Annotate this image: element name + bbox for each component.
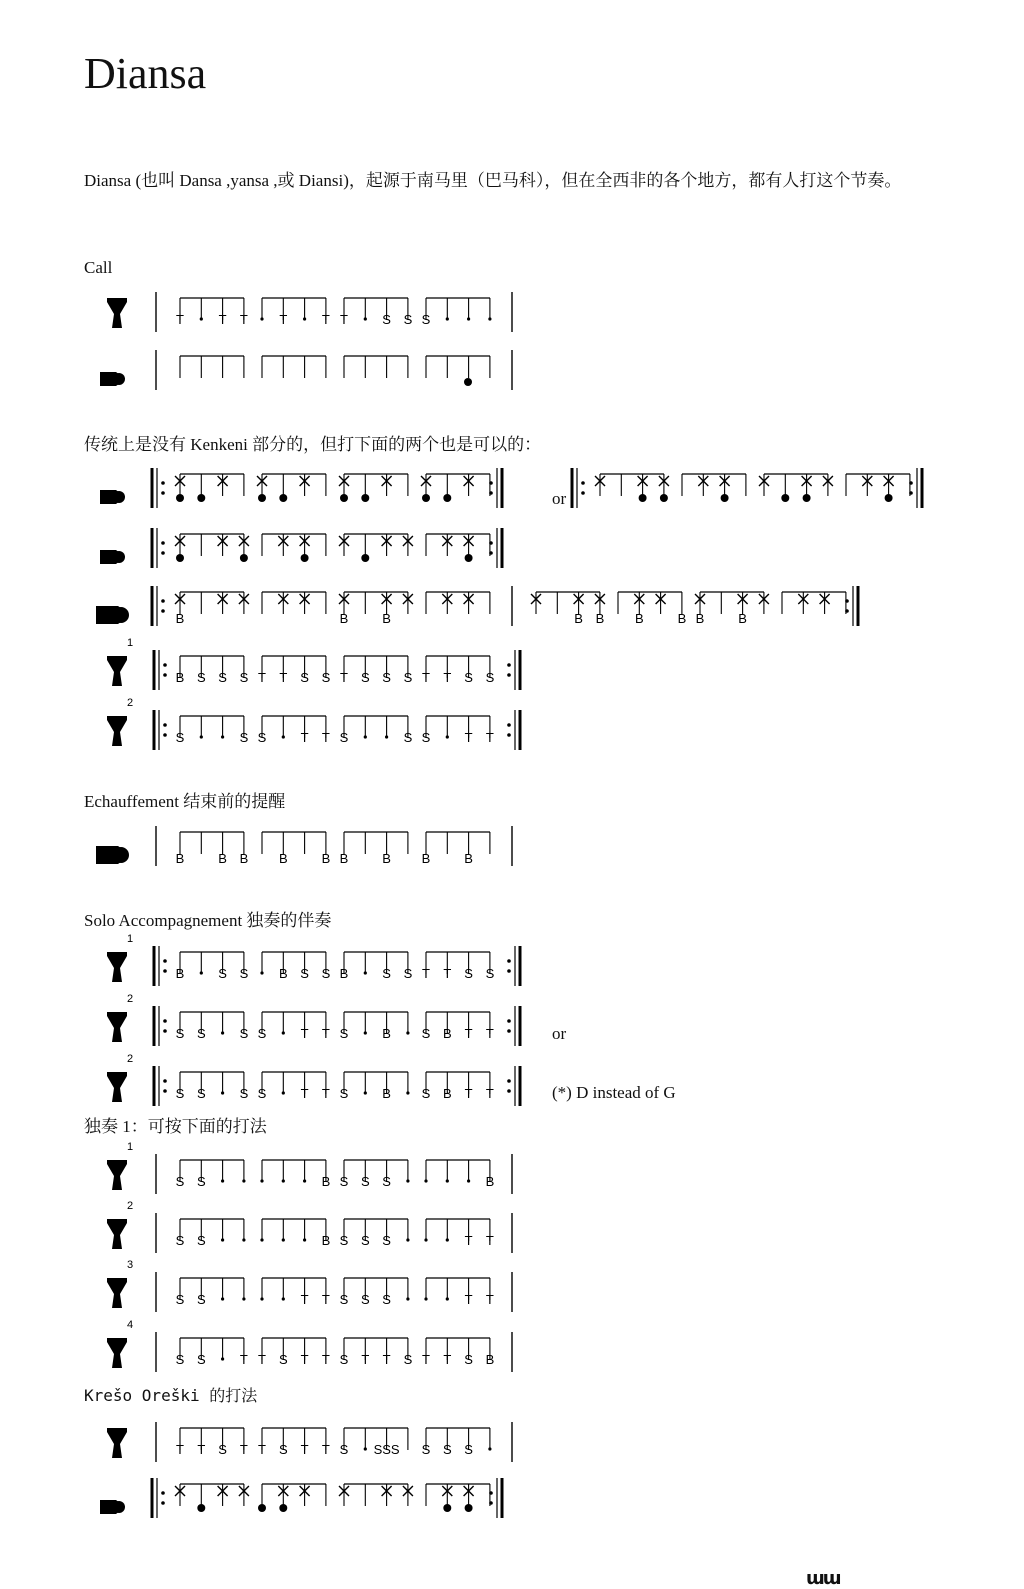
stroke-label: T (300, 1442, 309, 1457)
stroke-label: T (300, 1086, 309, 1101)
repeat-dot (489, 1501, 493, 1505)
rest-dot (260, 1238, 263, 1241)
stroke-label: S (257, 730, 267, 745)
bell-icon (100, 1500, 125, 1514)
stroke-label: S (196, 670, 206, 685)
stroke-label: S (382, 670, 391, 685)
section-solo-accompaniment: Solo Accompagnement 独奏的伴奏 (84, 911, 332, 930)
stroke-label: B (382, 1086, 391, 1101)
stroke-label: T (443, 966, 452, 981)
stroke-label: T (321, 1442, 330, 1457)
repeat-dot (163, 723, 167, 727)
rest-dot (242, 1297, 245, 1300)
repeat-dot (489, 1491, 493, 1495)
stroke-label: T (279, 312, 288, 327)
bass-label: B (339, 611, 349, 626)
stroke-label: T (464, 1233, 473, 1248)
rest-dot (303, 1238, 306, 1241)
repeat-dot (581, 491, 585, 495)
stroke-label: S (175, 1292, 185, 1307)
repeat-dot (161, 1491, 165, 1495)
stroke-label: S (196, 1086, 206, 1101)
stroke-label: S (339, 730, 349, 745)
stroke-label: S (421, 730, 431, 745)
stroke-label: S (360, 1292, 370, 1307)
stroke-label: B (442, 1026, 452, 1041)
bass-label: B (421, 851, 431, 866)
bass-label: B (464, 851, 473, 866)
repeat-dot (909, 481, 913, 485)
drum-hit (176, 494, 184, 502)
djembe-icon (107, 656, 127, 686)
drum-hit (197, 1504, 205, 1512)
stroke-label: S (239, 1086, 249, 1101)
stroke-label: T (239, 312, 248, 327)
stroke-label: T (485, 1233, 494, 1248)
drum-hit (721, 494, 729, 502)
bass-label: B (738, 611, 747, 626)
drum-hit (803, 494, 811, 502)
stroke-label: T (321, 312, 330, 327)
stroke-label: S (403, 966, 413, 981)
stroke-label: B (278, 966, 288, 981)
stroke-label: T (321, 1086, 330, 1101)
bass-label: B (574, 611, 583, 626)
stroke-label: S (464, 1352, 473, 1367)
stroke-label: S (382, 1174, 391, 1189)
stroke-label: T (443, 670, 452, 685)
stroke-label: T (321, 730, 330, 745)
repeat-dot (507, 733, 511, 737)
drum-hit (885, 494, 893, 502)
stroke-label: SSS (373, 1442, 400, 1457)
repeat-dot (161, 1501, 165, 1505)
stroke-label: S (196, 1352, 206, 1367)
d-instead-note: (*) D instead of G (552, 1083, 676, 1102)
section-kenkeni: 传统上是没有 Kenkeni 部分的，但打下面的两个也是可以的： (84, 435, 542, 454)
rest-dot (260, 1179, 263, 1182)
djembe-icon (107, 1072, 127, 1102)
drum-hit (279, 494, 287, 502)
repeat-dot (163, 969, 167, 973)
rest-dot (282, 1238, 285, 1241)
stroke-label: T (422, 966, 430, 981)
bass-label: B (175, 611, 185, 626)
stroke-label: T (443, 1352, 452, 1367)
stroke-label: T (300, 1026, 309, 1041)
stroke-label: T (218, 312, 227, 327)
voice-number: 3 (126, 1259, 134, 1271)
repeat-dot (163, 733, 167, 737)
stroke-label: T (340, 312, 348, 327)
stroke-label: S (257, 1086, 267, 1101)
repeat-dot (489, 481, 493, 485)
bell-icon (96, 606, 129, 624)
rest-dot (221, 1179, 224, 1182)
stroke-label: T (300, 1292, 309, 1307)
repeat-dot (163, 663, 167, 667)
rest-dot (364, 1091, 367, 1094)
rest-dot (260, 971, 263, 974)
drum-hit (240, 554, 248, 562)
rest-dot (424, 1179, 427, 1182)
stroke-label: B (321, 1174, 331, 1189)
stroke-label: S (175, 730, 185, 745)
stroke-label: S (196, 1026, 206, 1041)
stroke-label: S (421, 1442, 431, 1457)
section-solo-1: 独奏 1：可按下面的打法 (84, 1117, 267, 1136)
rest-dot (303, 317, 306, 320)
stroke-label: B (485, 1352, 495, 1367)
stroke-label: S (239, 1026, 249, 1041)
drum-hit (361, 494, 369, 502)
stroke-label: S (382, 312, 391, 327)
stroke-label: S (278, 1442, 288, 1457)
repeat-dot (507, 673, 511, 677)
stroke-label: S (175, 1174, 185, 1189)
page-title: Diansa (84, 49, 207, 98)
stroke-label: B (339, 966, 349, 981)
stroke-label: S (196, 1292, 206, 1307)
repeat-dot (507, 723, 511, 727)
stroke-label: T (321, 1352, 330, 1367)
repeat-dot (845, 609, 849, 613)
stroke-label: T (300, 730, 309, 745)
or-note-1: or (552, 489, 567, 508)
voice-number: 2 (126, 1200, 134, 1212)
djembe-icon (107, 1012, 127, 1042)
djembe-icon (107, 1428, 127, 1458)
stroke-label: S (360, 1233, 370, 1248)
stroke-label: T (485, 1026, 494, 1041)
voice-number: 1 (126, 637, 134, 649)
stroke-label: S (382, 1292, 391, 1307)
drum-hit (639, 494, 647, 502)
rest-dot (385, 735, 388, 738)
stroke-label: S (464, 966, 473, 981)
stroke-label: T (321, 1026, 330, 1041)
repeat-dot (909, 491, 913, 495)
stroke-label: S (218, 1442, 227, 1457)
repeat-dot (163, 673, 167, 677)
stroke-label: S (485, 966, 495, 981)
djembe-icon (107, 298, 127, 328)
bass-label: B (175, 851, 185, 866)
djembe-icon (107, 1219, 127, 1249)
stroke-label: T (258, 1442, 266, 1457)
drum-hit (258, 1504, 266, 1512)
rest-dot (467, 317, 470, 320)
drum-hit (258, 494, 266, 502)
rest-dot (406, 1031, 409, 1034)
drum-hit (443, 1504, 451, 1512)
bass-label: B (695, 611, 705, 626)
intro-paragraph: Diansa (也叫 Dansa ,yansa ,或 Diansi)，起源于南马里（巴马科），但在全西非的各个地方，都有人打这个节奏。 (84, 171, 902, 190)
drum-hit (361, 554, 369, 562)
rest-dot (221, 1091, 224, 1094)
rest-dot (446, 1238, 449, 1241)
stroke-label: T (464, 1026, 473, 1041)
stroke-label: S (321, 670, 331, 685)
stroke-label: S (403, 1352, 413, 1367)
repeat-dot (489, 491, 493, 495)
rest-dot (282, 735, 285, 738)
stroke-label: S (339, 1174, 349, 1189)
stroke-label: S (421, 1086, 431, 1101)
djembe-icon (107, 1338, 127, 1368)
rest-dot (446, 1179, 449, 1182)
stroke-label: T (258, 670, 266, 685)
rest-dot (364, 1031, 367, 1034)
stroke-label: S (175, 1352, 185, 1367)
stroke-label: B (175, 966, 185, 981)
drum-hit (443, 494, 451, 502)
stroke-label: S (421, 312, 431, 327)
repeat-dot (507, 1079, 511, 1083)
rest-dot (488, 1447, 491, 1450)
stroke-label: S (360, 670, 370, 685)
stroke-label: S (239, 670, 249, 685)
stroke-label: T (382, 1352, 391, 1367)
stroke-label: T (176, 1442, 184, 1457)
rest-dot (364, 735, 367, 738)
stroke-label: S (339, 1292, 349, 1307)
rest-dot (221, 735, 224, 738)
repeat-dot (507, 1089, 511, 1093)
stroke-label: S (442, 1442, 452, 1457)
repeat-dot (163, 1079, 167, 1083)
stroke-label: T (464, 1086, 473, 1101)
stroke-label: T (239, 1442, 248, 1457)
voice-number: 2 (126, 993, 134, 1005)
bass-label: B (278, 851, 288, 866)
stroke-label: S (339, 1442, 349, 1457)
stroke-label: S (300, 966, 309, 981)
rest-dot (488, 317, 491, 320)
rest-dot (446, 317, 449, 320)
rest-dot (364, 317, 367, 320)
stroke-label: T (176, 312, 184, 327)
stroke-label: T (300, 1352, 309, 1367)
rest-dot (303, 1179, 306, 1182)
rest-dot (221, 1031, 224, 1034)
stroke-label: S (339, 1086, 349, 1101)
rest-dot (406, 1238, 409, 1241)
repeat-dot (161, 551, 165, 555)
stroke-label: T (464, 730, 473, 745)
rest-dot (260, 317, 263, 320)
repeat-dot (507, 663, 511, 667)
rest-dot (364, 1447, 367, 1450)
stroke-label: S (257, 1026, 267, 1041)
stroke-label: S (403, 670, 413, 685)
voice-number: 1 (126, 933, 134, 945)
bell-icon (100, 550, 125, 564)
stroke-label: S (175, 1233, 185, 1248)
rest-dot (282, 1179, 285, 1182)
rest-dot (200, 971, 203, 974)
stroke-label: T (485, 730, 494, 745)
bell-icon (100, 490, 125, 504)
rest-dot (200, 317, 203, 320)
stroke-label: S (196, 1233, 206, 1248)
repeat-dot (507, 959, 511, 963)
drum-hit (279, 1504, 287, 1512)
stroke-label: S (218, 966, 227, 981)
footer-mark: ɯɯ (806, 1568, 840, 1589)
stroke-label: S (239, 966, 249, 981)
rest-dot (221, 1238, 224, 1241)
stroke-label: S (175, 1026, 185, 1041)
rest-dot (200, 735, 203, 738)
repeat-dot (845, 599, 849, 603)
rest-dot (424, 1238, 427, 1241)
rest-dot (282, 1091, 285, 1094)
rest-dot (221, 1297, 224, 1300)
stroke-label: S (464, 1442, 473, 1457)
stroke-label: T (258, 1352, 266, 1367)
repeat-dot (161, 609, 165, 613)
repeat-dot (507, 969, 511, 973)
djembe-icon (107, 716, 127, 746)
drum-hit (464, 378, 472, 386)
stroke-label: T (464, 1292, 473, 1307)
rest-dot (446, 735, 449, 738)
stroke-label: S (321, 966, 331, 981)
bass-label: B (321, 851, 331, 866)
stroke-label: S (485, 670, 495, 685)
rest-dot (282, 1297, 285, 1300)
drum-hit (197, 494, 205, 502)
rest-dot (242, 1238, 245, 1241)
repeat-dot (163, 959, 167, 963)
repeat-dot (163, 1089, 167, 1093)
rest-dot (406, 1179, 409, 1182)
stroke-label: S (421, 1026, 431, 1041)
or-note-2: or (552, 1024, 567, 1043)
stroke-label: B (442, 1086, 452, 1101)
stroke-label: S (339, 1026, 349, 1041)
repeat-dot (161, 481, 165, 485)
repeat-dot (161, 599, 165, 603)
stroke-label: S (239, 730, 249, 745)
stroke-label: T (422, 1352, 430, 1367)
bass-label: B (339, 851, 349, 866)
rest-dot (260, 1297, 263, 1300)
djembe-icon (107, 1278, 127, 1308)
bass-label: B (239, 851, 249, 866)
repeat-dot (163, 1029, 167, 1033)
section-call: Call (84, 258, 113, 277)
drum-hit (465, 1504, 473, 1512)
rest-dot (424, 1297, 427, 1300)
stroke-label: S (175, 1086, 185, 1101)
stroke-label: S (196, 1174, 206, 1189)
drum-hit (176, 554, 184, 562)
stroke-label: S (464, 670, 473, 685)
bass-label: B (382, 611, 391, 626)
rest-dot (282, 1031, 285, 1034)
djembe-icon (107, 952, 127, 982)
bass-label: B (634, 611, 644, 626)
rest-dot (364, 971, 367, 974)
rest-dot (242, 1179, 245, 1182)
bell-icon (96, 846, 129, 864)
voice-number: 2 (126, 1053, 134, 1065)
stroke-label: B (321, 1233, 331, 1248)
stroke-label: T (422, 670, 430, 685)
drum-hit (422, 494, 430, 502)
drum-hit (301, 554, 309, 562)
stroke-label: S (339, 1352, 349, 1367)
section-echauffement: Echauffement 结束前的提醒 (84, 792, 286, 811)
repeat-dot (507, 1019, 511, 1023)
repeat-dot (507, 1029, 511, 1033)
rest-dot (467, 1179, 470, 1182)
stroke-label: B (485, 1174, 495, 1189)
drum-hit (465, 554, 473, 562)
stroke-label: S (339, 1233, 349, 1248)
stroke-label: T (340, 670, 348, 685)
stroke-label: T (361, 1352, 370, 1367)
stroke-label: S (218, 670, 227, 685)
drum-hit (340, 494, 348, 502)
repeat-dot (581, 481, 585, 485)
bass-label: B (218, 851, 227, 866)
bell-icon (100, 372, 125, 386)
stroke-label: T (485, 1086, 494, 1101)
repeat-dot (161, 491, 165, 495)
rest-dot (406, 1091, 409, 1094)
bass-label: B (382, 851, 391, 866)
stroke-label: T (321, 1292, 330, 1307)
drum-hit (660, 494, 668, 502)
stroke-label: T (239, 1352, 248, 1367)
voice-number: 2 (126, 697, 134, 709)
stroke-label: T (485, 1292, 494, 1307)
rest-dot (446, 1297, 449, 1300)
stroke-label: S (403, 312, 413, 327)
voice-number: 1 (126, 1141, 134, 1153)
drum-hit (781, 494, 789, 502)
repeat-dot (163, 1019, 167, 1023)
djembe-icon (107, 1160, 127, 1190)
stroke-label: S (360, 1174, 370, 1189)
voice-number: 4 (126, 1319, 134, 1331)
bass-label: B (595, 611, 605, 626)
bass-label: B (677, 611, 687, 626)
section-kreso: Krešo Oreški 的打法 (84, 1386, 258, 1405)
rest-dot (221, 1357, 224, 1360)
stroke-label: S (382, 1233, 391, 1248)
stroke-label: T (197, 1442, 206, 1457)
rest-dot (406, 1297, 409, 1300)
stroke-label: S (300, 670, 309, 685)
stroke-label: S (278, 1352, 288, 1367)
repeat-dot (489, 551, 493, 555)
stroke-label: B (175, 670, 185, 685)
stroke-label: S (382, 966, 391, 981)
stroke-label: B (382, 1026, 391, 1041)
repeat-dot (489, 541, 493, 545)
stroke-label: S (403, 730, 413, 745)
repeat-dot (161, 541, 165, 545)
stroke-label: T (279, 670, 288, 685)
